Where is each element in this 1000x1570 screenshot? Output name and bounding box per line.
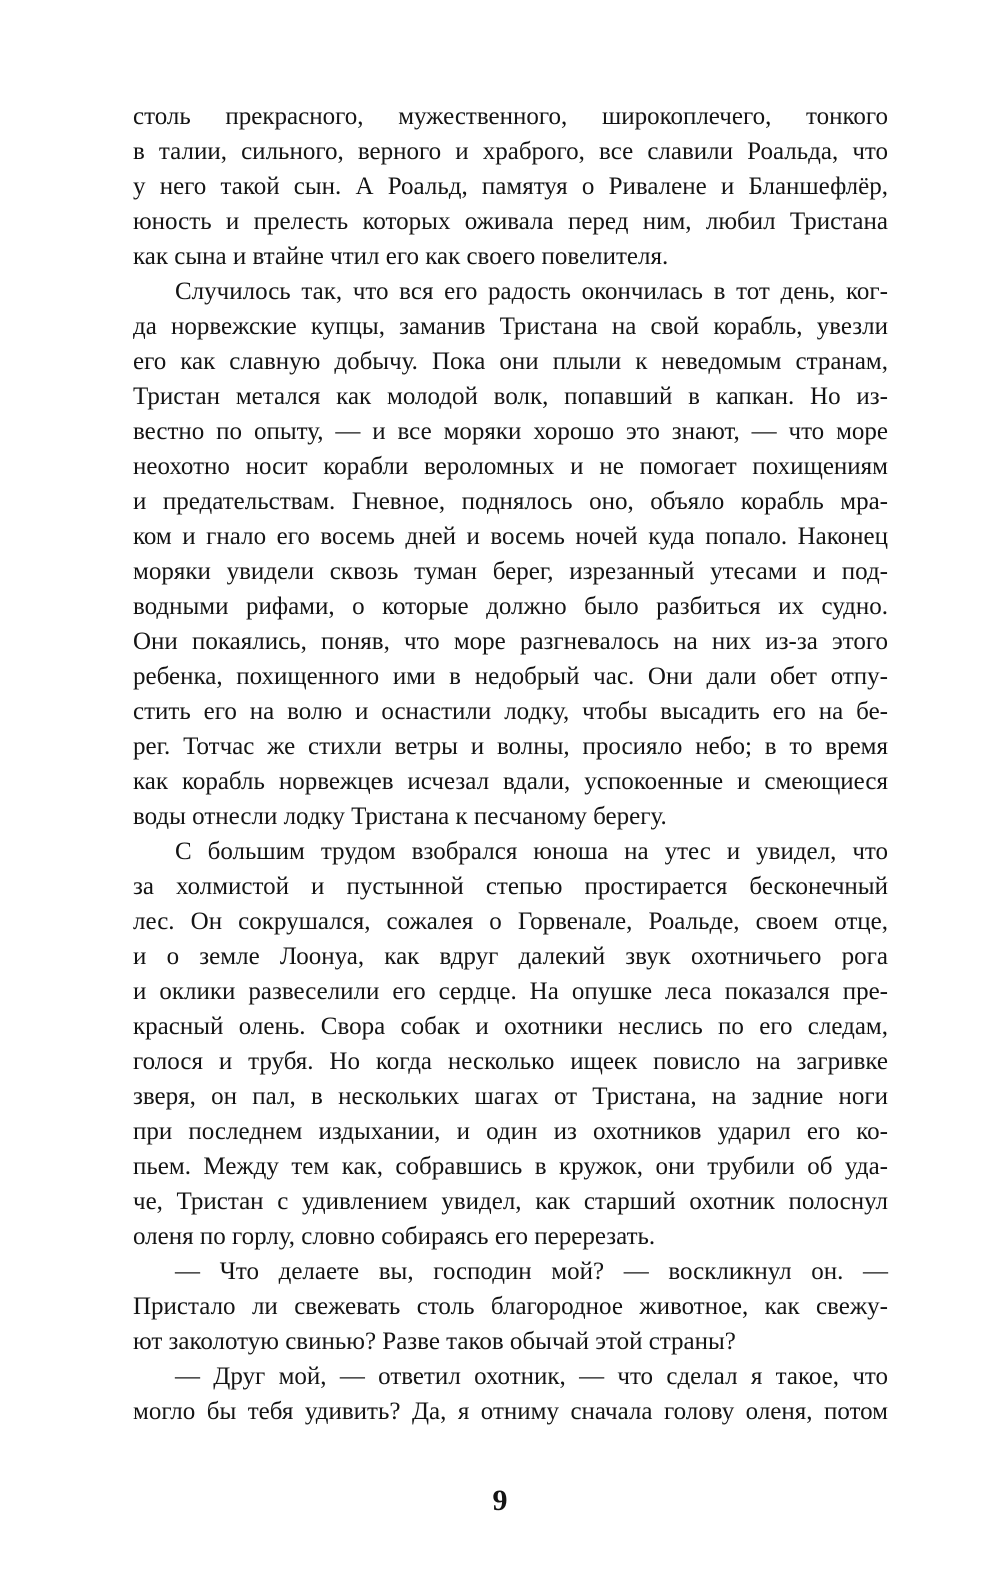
paragraph [133, 1254, 888, 1359]
text-line: воды отнесли лодку Тристана к песчаному берегу. [133, 803, 667, 830]
text-line: Пристало ли свежевать столь благородное животное, как свежу- [133, 1293, 888, 1320]
text-line: ют заколотую свинью? Разве таков обычай этой страны? [133, 1328, 736, 1355]
text-line: рег. Тотчас же стихли ветры и волны, просияло небо; в то время [133, 733, 888, 760]
text-line: Тристан метался как молодой волк, попавший в капкан. Но из- [133, 383, 888, 410]
page-number: 9 [492, 1484, 508, 1517]
paragraph [133, 274, 888, 834]
text-line: юность и прелесть которых оживала перед ним, любил Тристана [133, 208, 888, 235]
text-line: голося и трубя. Но когда несколько ищеек повисло на загривке [133, 1048, 888, 1075]
text-line: столь прекрасного, мужественного, широкоплечего, тонкого [133, 103, 888, 130]
text-line: пьем. Между тем как, собравшись в кружок, они трубили об уда- [133, 1153, 888, 1180]
text-line: зверя, он пал, в нескольких шагах от Тристана, на задние ноги [133, 1083, 888, 1110]
text-line: — Что делаете вы, господин мой? — воскликнул он. — [175, 1258, 888, 1285]
text-line: Они покаялись, поняв, что море разгневалось на них из-за этого [133, 628, 888, 655]
text-line: за холмистой и пустынной степью простирается бесконечный [133, 873, 888, 900]
text-line: у него такой сын. А Роальд, памятуя о Ривалене и Бланшефлёр, [133, 173, 888, 200]
text-line: могло бы тебя удивить? Да, я отниму сначала голову оленя, потом [133, 1398, 888, 1425]
text-line: и о земле Лоонуа, как вдруг далекий звук охотничьего рога [133, 943, 888, 970]
text-line: ком и гнало его восемь дней и восемь ночей куда попало. Наконец [133, 523, 888, 550]
page-body-text [133, 99, 888, 1429]
text-line: как сына и втайне чтил его как своего повелителя. [133, 243, 669, 270]
text-line: и оклики развеселили его сердце. На опушке леса показался пре- [133, 978, 888, 1005]
text-line: красный олень. Свора собак и охотники неслись по его следам, [133, 1013, 888, 1040]
text-line: ребенка, похищенного ими в недобрый час. Они дали обет отпу- [133, 663, 888, 690]
text-line: лес. Он сокрушался, сожалея о Горвенале, Роальде, своем отце, [133, 908, 888, 935]
text-line: да норвежские купцы, заманив Тристана на свой корабль, увезли [133, 313, 888, 340]
text-line: стить его на волю и оснастили лодку, чтобы высадить его на бе- [133, 698, 888, 725]
text-line: как корабль норвежцев исчезал вдали, успокоенные и смеющиеся [133, 768, 888, 795]
text-line: вестно по опыту, — и все моряки хорошо это знают, — что море [133, 418, 888, 445]
text-line: водными рифами, о которые должно было разбиться их судно. [133, 593, 888, 620]
text-line: в талии, сильного, верного и храброго, все славили Роальда, что [133, 138, 888, 165]
text-line: оленя по горлу, словно собираясь его перерезать. [133, 1223, 656, 1250]
paragraph [133, 1359, 888, 1429]
text-line: неохотно носит корабли вероломных и не помогает похищениям [133, 453, 888, 480]
paragraph [133, 834, 888, 1254]
paragraph [133, 99, 888, 274]
text-line: Случилось так, что вся его радость окончилась в тот день, ког- [175, 278, 888, 305]
text-line: его как славную добычу. Пока они плыли к неведомым странам, [133, 348, 888, 375]
text-line: — Друг мой, — ответил охотник, — что сделал я такое, что [175, 1363, 888, 1390]
text-line: при последнем издыхании, и один из охотников ударил его ко- [133, 1118, 888, 1145]
text-line: моряки увидели сквозь туман берег, изрезанный утесами и под- [133, 558, 888, 585]
text-line: че, Тристан с удивлением увидел, как старший охотник полоснул [133, 1188, 888, 1215]
text-line: и предательствам. Гневное, поднялось оно, объяло корабль мра- [133, 488, 888, 515]
text-line: С большим трудом взобрался юноша на утес и увидел, что [175, 838, 888, 865]
